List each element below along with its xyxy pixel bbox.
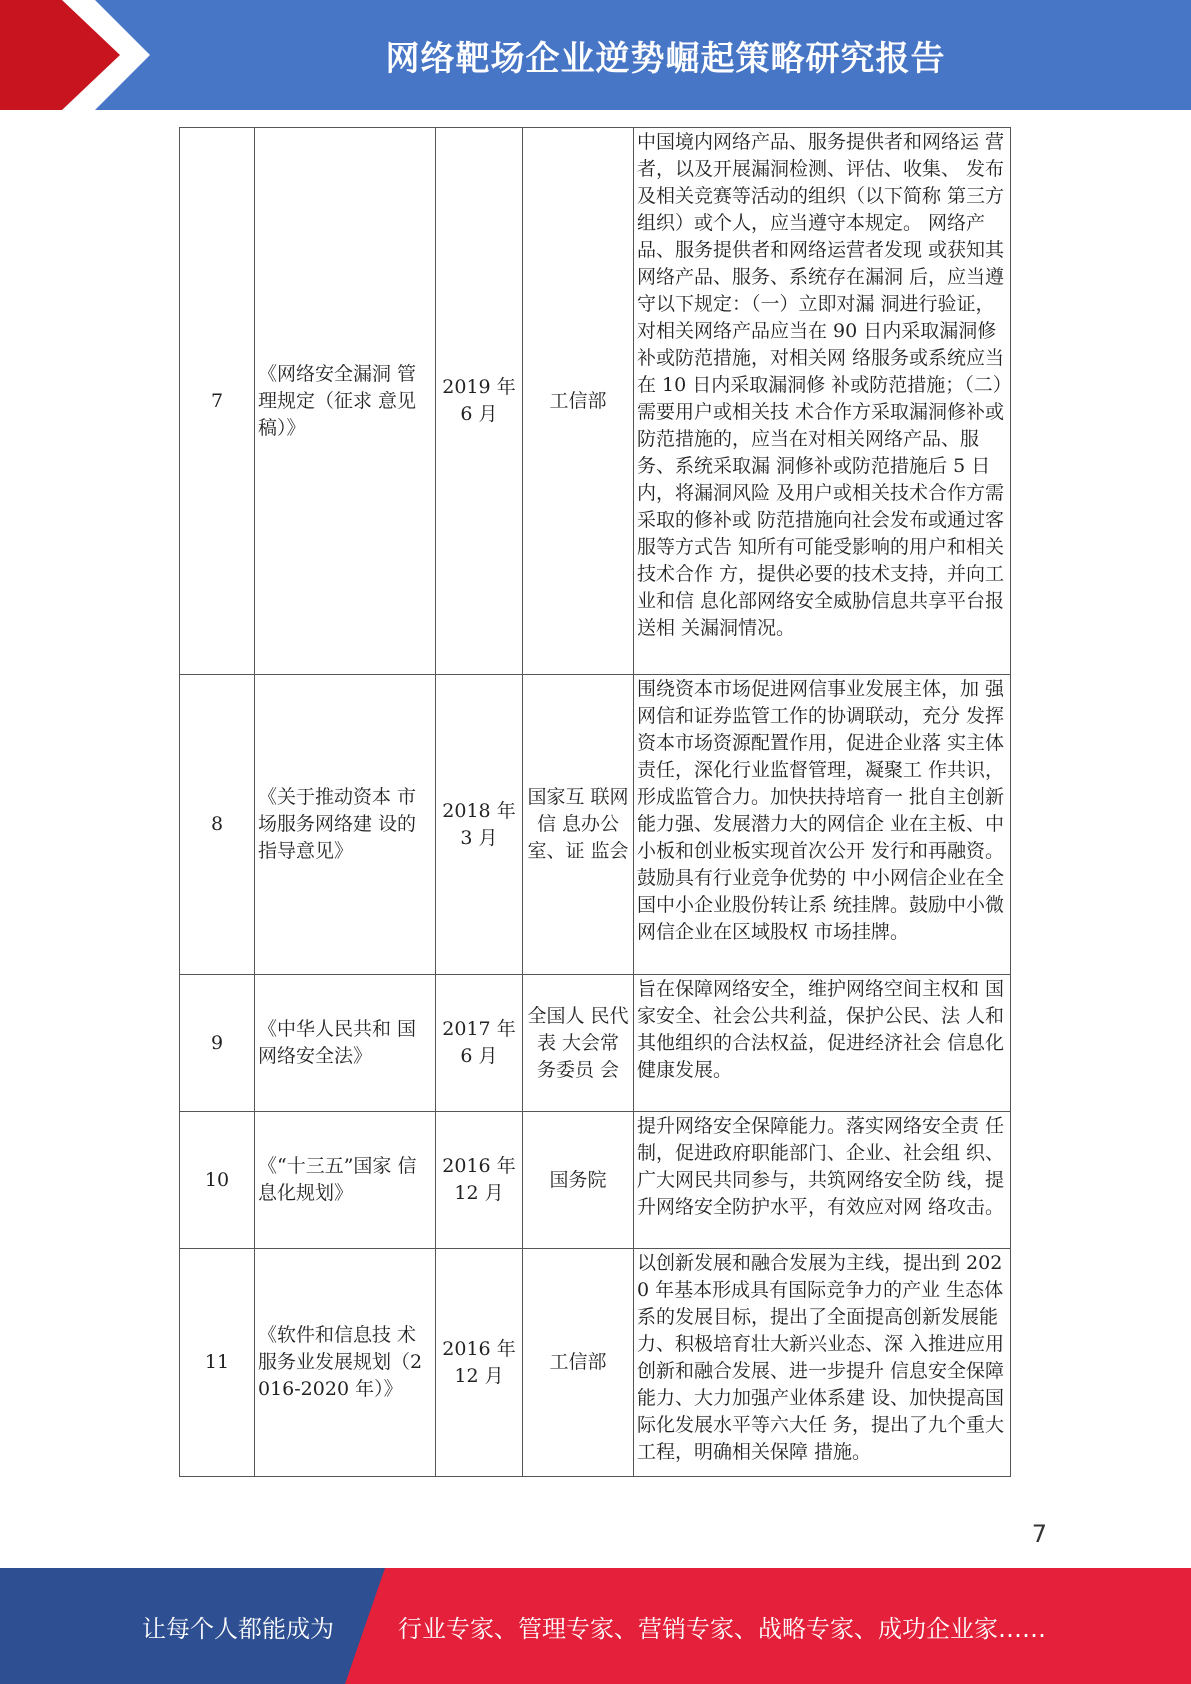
issue-date: 2016 年 12 月 [436, 1112, 523, 1249]
row-number: 7 [180, 128, 255, 675]
page-header [0, 0, 1191, 110]
report-title: 网络靶场企业逆势崛起策略研究报告 [385, 38, 946, 79]
policy-name: 《关于推动资本 市场服务网络建 设的指导意见》 [255, 675, 436, 975]
policy-content: 旨在保障网络安全，维护网络空间主权和 国家安全、社会公共利益，保护公民、法 人和其他组织的合法权益，促进经济社会 信息化健康发展。 [634, 975, 1011, 1112]
policy-name: 《软件和信息技 术服务业发展规划（2016-2020 年）》 [255, 1249, 436, 1477]
policy-name: 《中华人民共和 国网络安全法》 [255, 975, 436, 1112]
row-number: 9 [180, 975, 255, 1112]
table-row [180, 128, 1011, 675]
page-footer [0, 1568, 1191, 1684]
issue-date: 2017 年 6 月 [436, 975, 523, 1112]
policy-content: 中国境内网络产品、服务提供者和网络运 营者，以及开展漏洞检测、评估、收集、 发布及相关竞赛等活动的组织（以下简称 第三方组织）或个人，应当遵守本规定。 网络产品、服务提供者和网络运营者发现 或获知其网络产品、服务、系统存在漏洞 后，应当遵守以下规定：（一）立即对漏 洞进行验证，对相关网络产品应当在 90 日内采取漏洞修补或防范措施，对相关网 络服务或系统应当在 10 日内采取漏洞修 补或防范措施；（二）需要用户或相关技 术合作方采取漏洞修补或防范措施的，应当在对相关网络产品、服务、系统采取漏 洞修补或防范措施后 5 日内，将漏洞风险 及用户或相关技术合作方需采取的修补或 防范措施向社会发布或通过客服等方式告 知所有可能受影响的用户和相关技术合作 方，提供必要的技术支持，并向工业和信 息化部网络安全威胁信息共享平台报送相 关漏洞情况。 [634, 128, 1011, 675]
footer-slogan-right: 行业专家、管理专家、营销专家、战略专家、成功企业家…… [398, 1614, 1046, 1643]
row-number: 11 [180, 1249, 255, 1477]
policy-table [179, 127, 1011, 1477]
issuing-org: 国务院 [523, 1112, 634, 1249]
policy-content: 提升网络安全保障能力。落实网络安全责 任制，促进政府职能部门、企业、社会组 织、广大网民共同参与，共筑网络安全防 线，提升网络安全防护水平，有效应对网 络攻击。 [634, 1112, 1011, 1249]
policy-name: 《网络安全漏洞 管理规定（征求 意见稿）》 [255, 128, 436, 675]
row-number: 8 [180, 675, 255, 975]
policy-content: 围绕资本市场促进网信事业发展主体，加 强网信和证券监管工作的协调联动，充分 发挥资本市场资源配置作用，促进企业落 实主体责任，深化行业监督管理，凝聚工 作共识，形成监管合力。加快扶持培育一 批自主创新能力强、发展潜力大的网信企 业在主板、中小板和创业板实现首次公开 发行和再融资。鼓励具有行业竞争优势的 中小网信企业在全国中小企业股份转让系 统挂牌。鼓励中小微网信企业在区域股权 市场挂牌。 [634, 675, 1011, 975]
header-arrow-decoration [0, 0, 160, 110]
table-row [180, 975, 1011, 1112]
issuing-org: 国家互 联网信 息办公 室、证 监会 [523, 675, 634, 975]
issuing-org: 全国人 民代表 大会常 务委员 会 [523, 975, 634, 1112]
policy-content: 以创新发展和融合发展为主线，提出到 2020 年基本形成具有国际竞争力的产业 生态体系的发展目标，提出了全面提高创新发展能力、积极培育壮大新兴业态、深 入推进应用创新和融合发展、进一步提升 信息安全保障能力、大力加强产业体系建 设、加快提高国际化发展水平等六大任 务，提出了九个重大工程，明确相关保障 措施。 [634, 1249, 1011, 1477]
policy-name: 《“十三五”国家 信息化规划》 [255, 1112, 436, 1249]
table-row [180, 1112, 1011, 1249]
table-row [180, 675, 1011, 975]
issue-date: 2018 年 3 月 [436, 675, 523, 975]
issuing-org: 工信部 [523, 1249, 634, 1477]
row-number: 10 [180, 1112, 255, 1249]
table-row [180, 1249, 1011, 1477]
page-number: 7 [1031, 1520, 1047, 1548]
issue-date: 2019 年 6 月 [436, 128, 523, 675]
footer-slogan-left: 让每个人都能成为 [142, 1614, 334, 1643]
issuing-org: 工信部 [523, 128, 634, 675]
issue-date: 2016 年 12 月 [436, 1249, 523, 1477]
